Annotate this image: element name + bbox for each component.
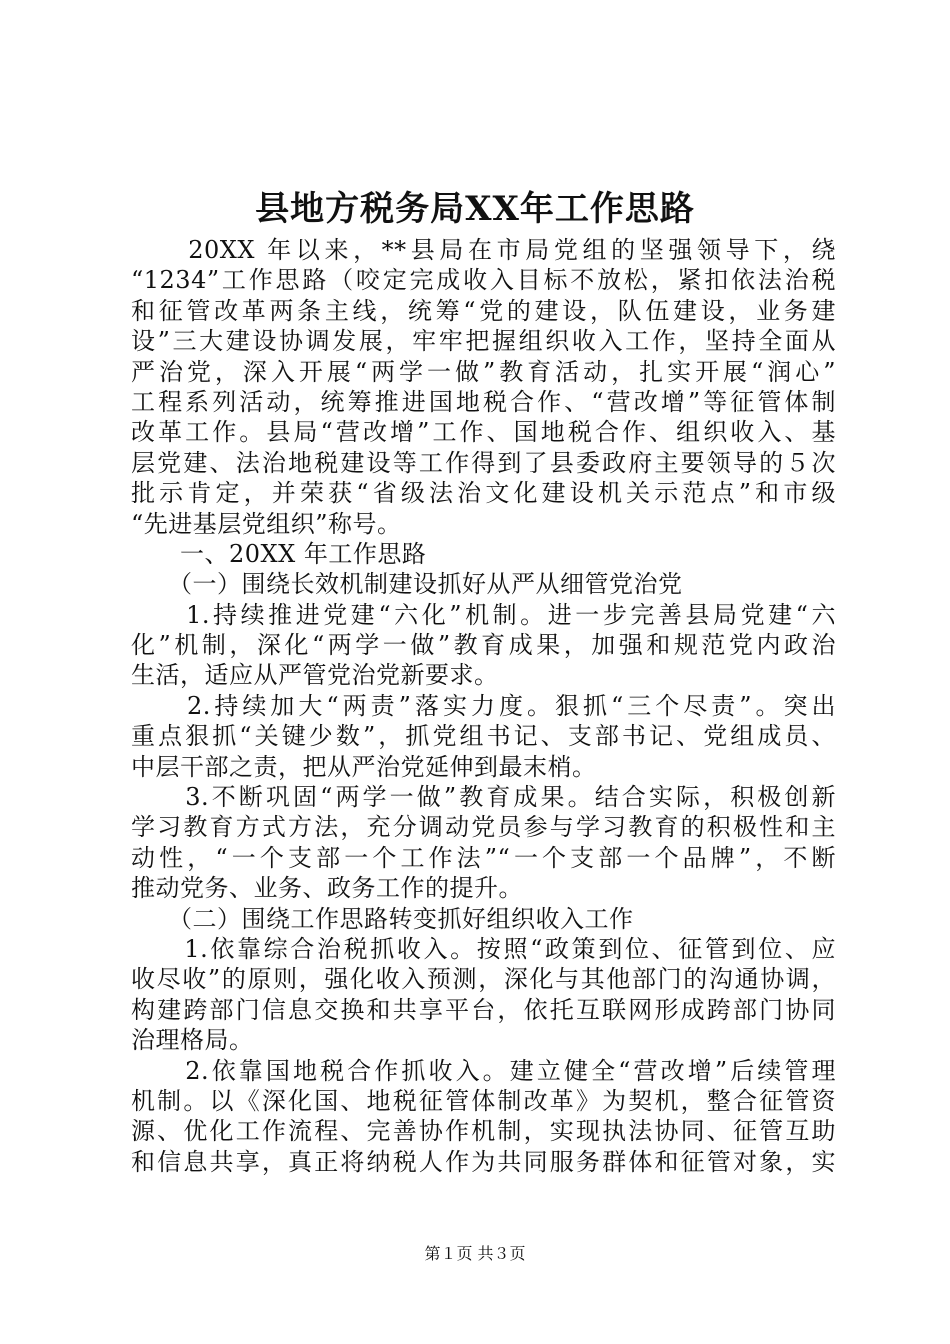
- body-line: 20XX 年以来，**县局在市局党组的坚强领导下，绕: [131, 236, 836, 264]
- body-line: “1234”工作思路（咬定完成收入目标不放松，紧扣依法治税: [131, 266, 836, 295]
- body-line: 设”三大建设协调发展，牢牢把握组织收入工作，坚持全面从: [131, 327, 836, 356]
- body-line: 2.依靠国地税合作抓收入。建立健全“营改增”后续管理: [131, 1056, 836, 1085]
- body-line: 收尽收”的原则，强化收入预测，深化与其他部门的沟通协调，: [131, 965, 836, 994]
- body-line: 严治党，深入开展“两学一做”教育活动，扎实开展“润心”: [131, 357, 836, 386]
- body-line: 批示肯定，并荣获“省级法治文化建设机关示范点”和市级: [131, 479, 836, 508]
- body-line: 机制。以《深化国、地税征管体制改革》为契机，整合征管资: [131, 1086, 836, 1115]
- body-line: 学习教育方式方法，充分调动党员参与学习教育的积极性和主: [131, 813, 836, 842]
- document-title: 县地方税务局XX年工作思路: [255, 189, 695, 229]
- document-body: [131, 235, 836, 1177]
- body-line: 一、20XX 年工作思路: [131, 539, 427, 568]
- body-line: 层党建、法治地税建设等工作得到了县委政府主要领导的５次: [131, 448, 836, 477]
- body-line: 改革工作。县局“营改增”工作、国地税合作、组织收入、基: [131, 418, 836, 447]
- body-line: “先进基层党组织”称号。: [131, 509, 402, 538]
- body-line: 生活，适应从严管党治党新要求。: [131, 661, 499, 690]
- body-line: 重点狠抓“关键少数”，抓党组书记、支部书记、党组成员、: [131, 722, 836, 751]
- body-line: 3.不断巩固“两学一做”教育成果。结合实际，积极创新: [131, 783, 836, 812]
- body-line: 和信息共享，真正将纳税人作为共同服务群体和征管对象，实: [131, 1147, 836, 1176]
- body-line: 治理格局。: [131, 1026, 254, 1055]
- page-footer: 第１页 共３页: [424, 1244, 526, 1263]
- body-line: 中层干部之责，把从严治党延伸到最末梢。: [131, 752, 597, 781]
- body-line: 工程系列活动，统筹推进国地税合作、“营改增”等征管体制: [131, 387, 836, 416]
- body-line: 2.持续加大“两责”落实力度。狠抓“三个尽责”。突出: [131, 691, 836, 720]
- body-line: 化”机制，深化“两学一做”教育成果，加强和规范党内政治: [131, 631, 836, 660]
- body-line: 1.依靠综合治税抓收入。按照“政策到位、征管到位、应: [131, 934, 836, 963]
- body-line: 源、优化工作流程、完善协作机制，实现执法协同、征管互助: [131, 1117, 836, 1146]
- body-line: （一）围绕长效机制建设抓好从严从细管党治党: [131, 570, 683, 599]
- body-line: 推动党务、业务、政务工作的提升。: [131, 874, 523, 903]
- body-line: 构建跨部门信息交换和共享平台，依托互联网形成跨部门协同: [131, 995, 836, 1024]
- body-line: 动性，“一个支部一个工作法”“一个支部一个品牌”，不断: [131, 843, 836, 872]
- body-line: 和征管改革两条主线，统筹“党的建设，队伍建设，业务建: [131, 296, 836, 325]
- body-line: 1.持续推进党建“六化”机制。进一步完善县局党建“六: [131, 600, 836, 629]
- body-line: （二）围绕工作思路转变抓好组织收入工作: [131, 904, 634, 933]
